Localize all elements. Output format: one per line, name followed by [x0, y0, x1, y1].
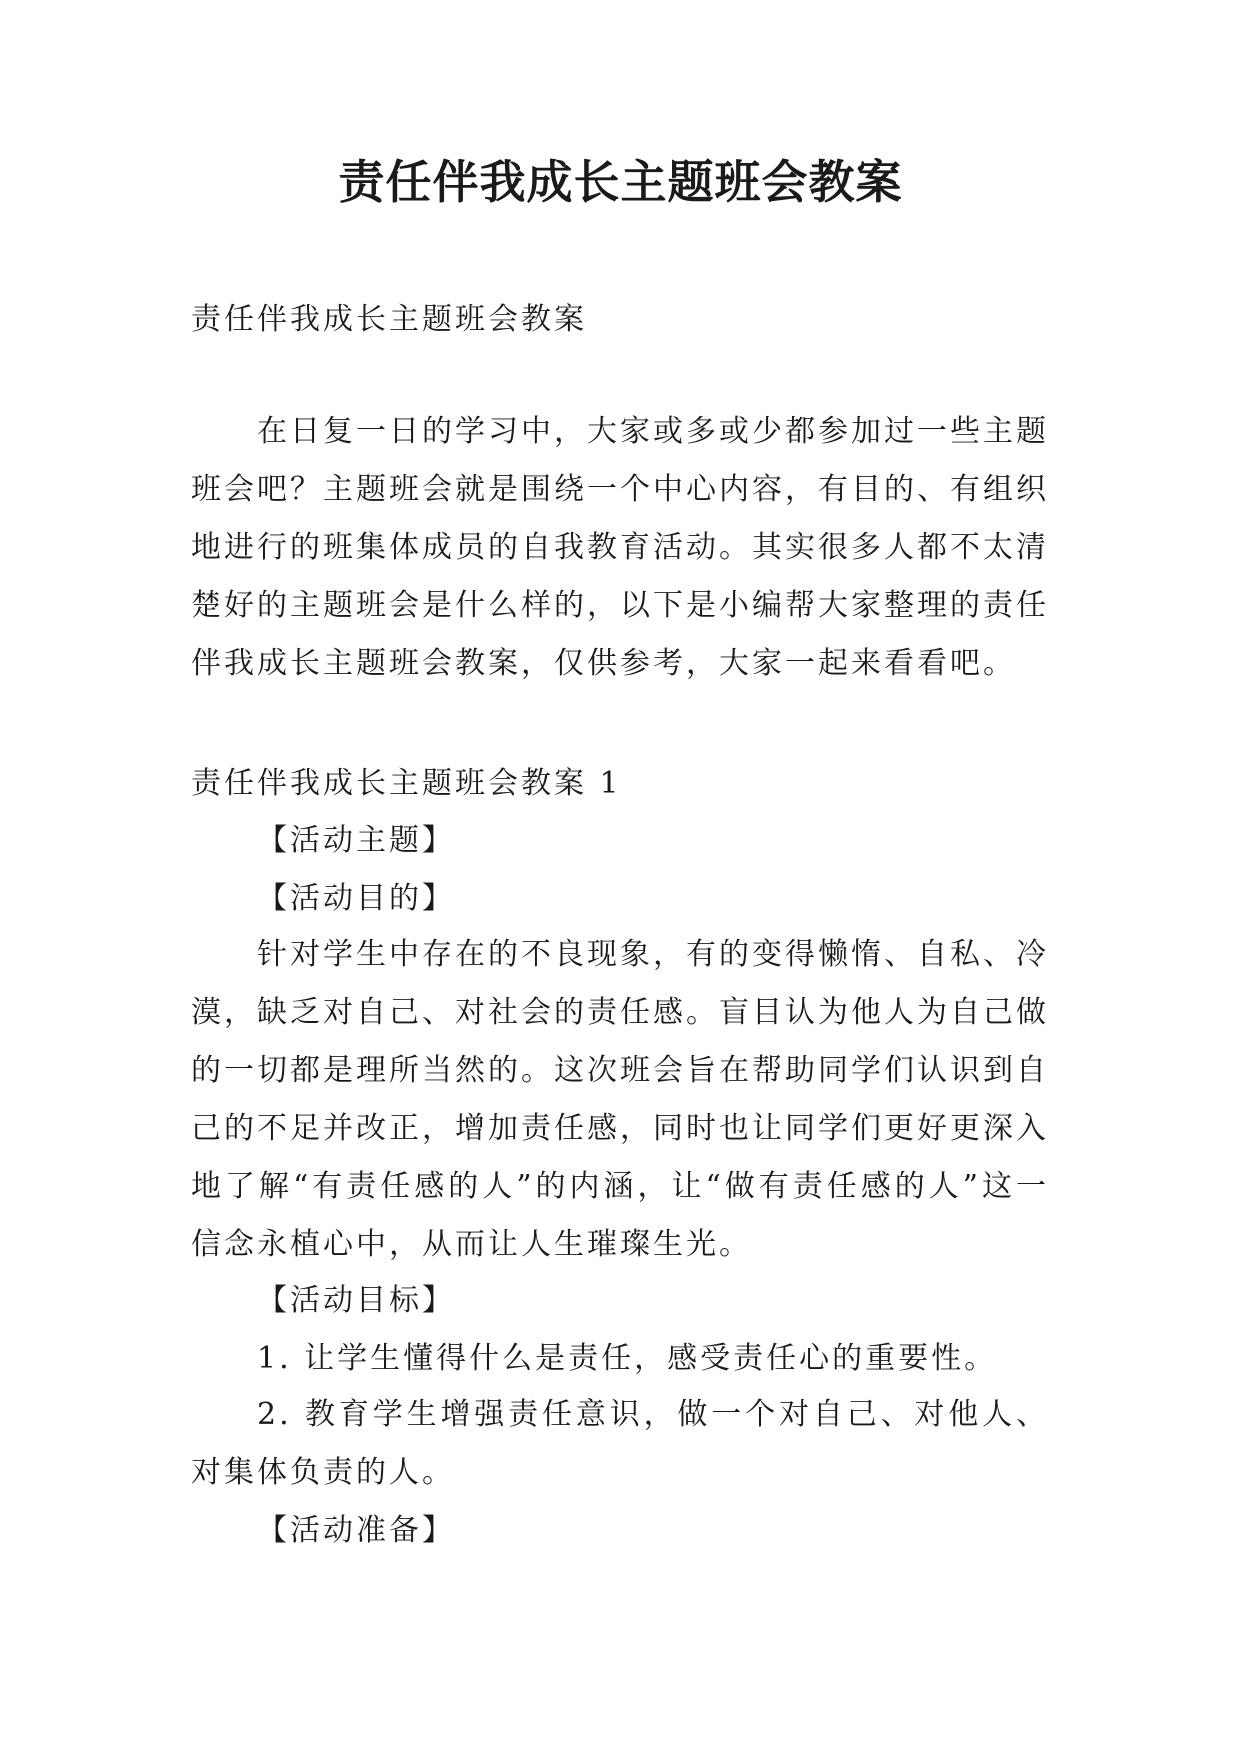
- section-heading: 责任伴我成长主题班会教案 1: [191, 766, 622, 801]
- activity-preparation-label: 【活动准备】: [257, 1513, 455, 1548]
- activity-theme-label: 【活动主题】: [257, 823, 455, 858]
- activity-purpose-paragraph: 针对学生中存在的不良现象，有的变得懒惰、自私、冷漠，缺乏对自己、对社会的责任感。盲目认为他人为自己做的一切都是理所当然的。这次班会旨在帮助同学们认识到自己的不足并改正，增加责任感，同时也让同学们更好更深入地了解“有责任感的人”的内涵，让“做有责任感的人”这一信念永植心中，从而让人生璀璨生光。: [191, 937, 1049, 1262]
- activity-purpose-label: 【活动目的】: [257, 881, 455, 916]
- activity-goal-item-1: 1. 让学生懂得什么是责任，感受责任心的重要性。: [257, 1341, 998, 1376]
- intro-paragraph: 在日复一日的学习中，大家或多或少都参加过一些主题班会吧？主题班会就是围绕一个中心内容，有目的、有组织地进行的班集体成员的自我教育活动。其实很多人都不太清楚好的主题班会是什么样的，以下是小编帮大家整理的责任伴我成长主题班会教案，仅供参考，大家一起来看看吧。: [191, 414, 1049, 681]
- activity-goal-label: 【活动目标】: [257, 1283, 455, 1318]
- document-subtitle: 责任伴我成长主题班会教案: [191, 302, 587, 337]
- document-title: 责任伴我成长主题班会教案: [338, 155, 903, 209]
- activity-goal-item-2: 2. 教育学生增强责任意识，做一个对自己、对他人、对集体负责的人。: [191, 1397, 1049, 1490]
